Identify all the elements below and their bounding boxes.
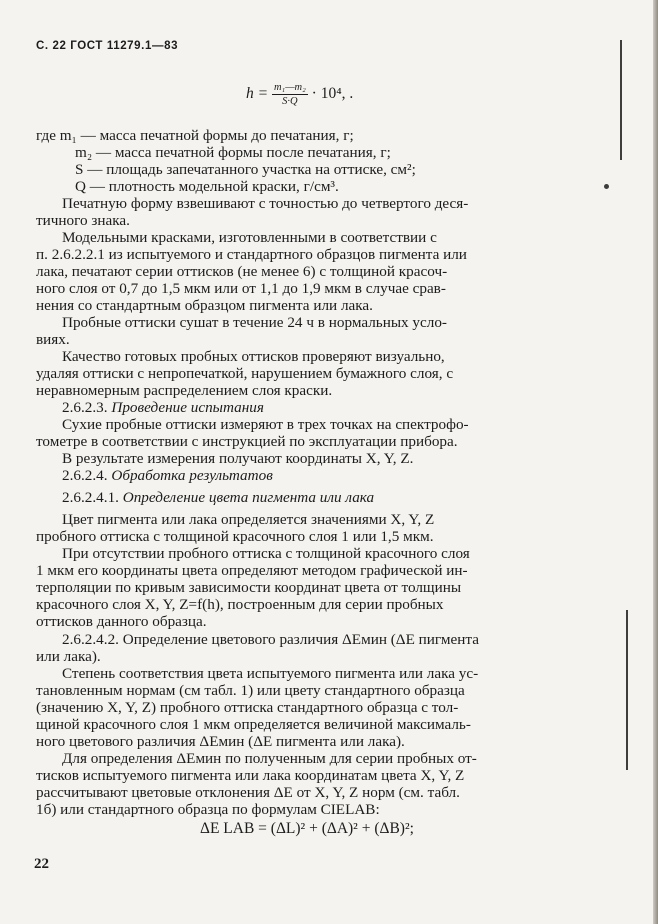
section-heading-2-6-2-4-2: 2.6.2.4.2. Определение цветового различия ΔEмин (ΔE пигмента (62, 631, 479, 648)
text-line: ного слоя от 0,7 до 1,5 мкм или от 1,1 до 1,9 мкм в случае срав- (36, 280, 446, 297)
text-line: При отсутствии пробного оттиска с толщиной красочного слоя (62, 545, 470, 562)
page-edge-shadow (653, 0, 658, 924)
page-header: С. 22 ГОСТ 11279.1—83 (36, 40, 179, 52)
formula-h-lhs: h = (246, 85, 269, 103)
text-line: Качество готовых пробных оттисков проверяют визуально, (62, 348, 445, 365)
section-heading-2-6-2-4-1 (62, 489, 374, 506)
formula-h-tail: · 10⁴, . (311, 85, 354, 103)
section-number: 2.6.2.4. (62, 467, 108, 484)
text-line: рассчитывают цветовые отклонения ΔE от X, Y, Z норм (см. табл. (36, 784, 460, 801)
text-line: S — площадь запечатанного участка на оттиске, см²; (75, 161, 416, 178)
text-line: тометре в соответствии с инструкцией по эксплуатации прибора. (36, 433, 458, 450)
text-line: виях. (36, 331, 70, 348)
formula-h-fraction (272, 82, 308, 107)
text-line: Печатную форму взвешивают с точностью до четвертого деся- (62, 195, 469, 212)
text-line: Степень соответствия цвета испытуемого пигмента или лака ус- (62, 665, 479, 682)
text-line: Пробные оттиски сушат в течение 24 ч в нормальных усло- (62, 314, 447, 331)
section-heading-2-6-2-3 (62, 399, 264, 416)
text-line: лака, печатают серии оттисков (не менее 6) с толщиной красоч- (36, 263, 448, 280)
formula-h-denominator: S·Q (282, 96, 298, 107)
text-line: Модельными красками, изготовленными в соответствии с (62, 229, 437, 246)
text-line: ного цветового различия ΔEмин (ΔE пигмента или лака). (36, 733, 405, 750)
text-line: неравномерным распределением слоя краски. (36, 382, 333, 399)
text-line: терполяции по кривым зависимости координат цвета от толщины (36, 579, 462, 596)
section-number: 2.6.2.4.1. (62, 489, 119, 506)
formula-h (246, 82, 353, 107)
text-line: В результате измерения получают координаты X, Y, Z. (62, 450, 414, 467)
text-line: 1б) или стандартного образца по формулам CIELAB: (36, 801, 380, 818)
section-title: Проведение испытания (111, 399, 264, 416)
text-line: красочного слоя X, Y, Z=f(h), построенным для серии пробных (36, 596, 444, 613)
scan-dot (604, 184, 609, 189)
text-line: оттисков данного образца. (36, 613, 207, 630)
text-line: где m₁ — масса печатной формы до печатания, г; (36, 127, 354, 144)
section-title: Определение цвета пигмента или лака (122, 489, 375, 506)
text-line: пробного оттиска с толщиной красочного слоя 1 или 1,5 мкм. (36, 528, 434, 545)
scan-margin-mark (626, 610, 628, 770)
section-title: Обработка результатов (111, 467, 273, 484)
text-line: тановленным нормам (см табл. 1) или цвету стандартного образца (36, 682, 465, 699)
text-line: или лака). (36, 648, 101, 665)
text-line: (значению X, Y, Z) пробного оттиска стандартного образца с тол- (36, 699, 459, 716)
text-line: Сухие пробные оттиски измеряют в трех точках на спектрофо- (62, 416, 469, 433)
section-number: 2.6.2.3. (62, 399, 108, 416)
text-line: тичного знака. (36, 212, 130, 229)
text-line: удаляя оттиски с непропечаткой, нарушением бумажного слоя, с (36, 365, 454, 382)
text-line: Q — плотность модельной краски, г/см³. (75, 178, 339, 195)
text-line: щиной красочного слоя 1 мкм определяется величиной максималь- (36, 716, 471, 733)
formula-cielab: ΔE LAB = (ΔL)² + (ΔA)² + (ΔB)²; (200, 820, 414, 837)
page-number: 22 (34, 856, 49, 872)
text-line: 1 мкм его координаты цвета определяют методом графической ин- (36, 562, 468, 579)
text-line: Для определения ΔEмин по полученным для серии пробных от- (62, 750, 477, 767)
scan-margin-mark (620, 40, 622, 160)
section-heading-2-6-2-4 (62, 467, 273, 484)
text-line: нения со стандартным образцом пигмента или лака. (36, 297, 373, 314)
formula-h-numerator: m₁—m₂ (273, 82, 306, 93)
text-line: п. 2.6.2.2.1 из испытуемого и стандартного образцов пигмента или (36, 246, 467, 263)
text-line: Цвет пигмента или лака определяется значениями X, Y, Z (62, 511, 435, 528)
text-line: m₂ — масса печатной формы после печатания, г; (75, 144, 391, 161)
text-line: тисков испытуемого пигмента или лака координатам цвета X, Y, Z (36, 767, 465, 784)
